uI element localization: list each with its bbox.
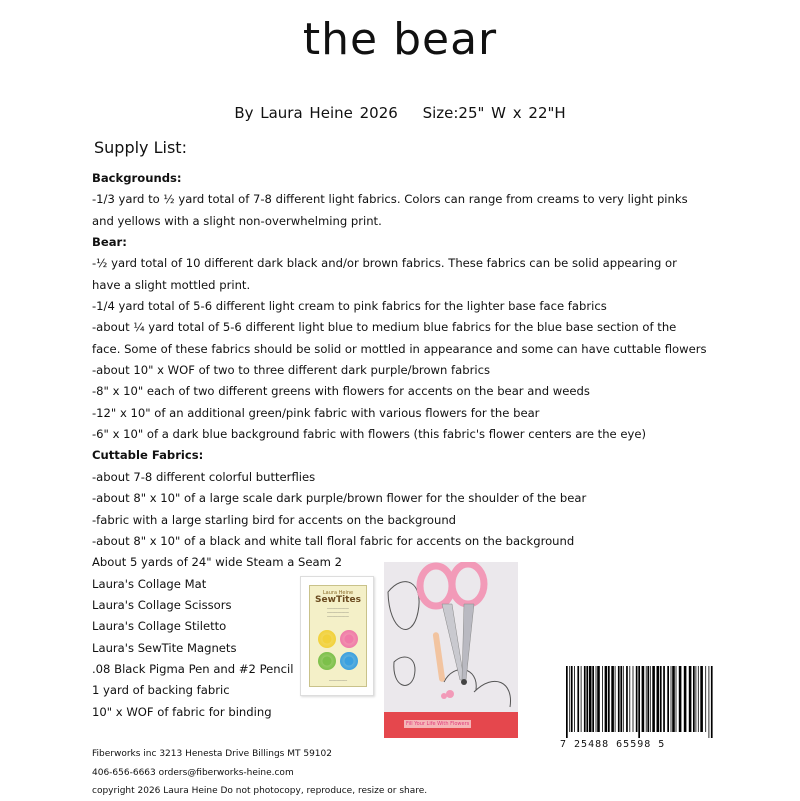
barcode-digits: 7 25488 65598 5 [560,739,666,750]
scissors-product-photo [384,562,518,738]
barcode-bar [660,666,662,732]
supply-list-line: have a slight mottled print. [92,277,251,292]
footer-copyright: copyright 2026 Laura Heine Do not photocopy, reproduce, resize or share. [92,786,428,796]
supply-list-line: -8" x 10" each of two different greens with flowers for accents on the bear and weeds [92,384,590,399]
barcode-bar [650,666,651,732]
barcode-bar [679,666,682,732]
flower-magnet-icon [318,652,336,670]
supply-list-line: -about 8" x 10" of a black and white tall floral fabric for accents on the background [92,533,575,548]
supply-list-line: -6" x 10" of a dark blue background fabric with flowers (this fabric's flower centers are the eye) [92,427,647,442]
barcode-bar [574,666,575,732]
quilt-size: Size:25" W x 22"H [422,104,566,122]
supply-list-line: 1 yard of backing fabric [92,683,230,698]
sewtites-description-lines: ──────────── ──────────── ──────────── [327,607,349,619]
flower-magnet-icon [318,630,336,648]
barcode-bar [689,666,692,732]
barcode-bar [596,666,597,732]
barcode-bar [569,666,570,732]
supply-list-line: -½ yard total of 10 different dark black and/or brown fabrics. These fabrics can be solid appearing or [92,256,677,271]
footer [92,745,427,801]
supply-list-line: -1/3 yard to ½ yard total of 7-8 different light fabrics. Colors can range from creams to very light pinks [92,192,688,207]
supply-list-line: -about 10" x WOF of two to three different dark purple/brown fabrics [92,363,491,378]
supply-list-line: About 5 yards of 24" wide Steam a Seam 2 [92,555,343,570]
barcode-bar [667,666,669,732]
supply-list-line: .08 Black Pigma Pen and #2 Pencil [92,661,294,676]
byline [0,104,800,122]
sewtites-product-photo [300,576,374,696]
sewtites-product-name: SewTites [315,595,361,605]
barcode-bar [676,666,677,732]
pattern-title: the bear [302,14,498,65]
barcode-bar [663,666,665,732]
supply-list-line: -about 8" x 10" of a large scale dark purple/brown flower for the shoulder of the bear [92,491,587,506]
barcode-bar [646,666,647,732]
supply-list-line: -12" x 10" of an additional green/pink fabric with various flowers for the bear [92,405,540,420]
barcode-bar [566,666,568,738]
barcode-bar [638,666,640,738]
barcode-bar [696,666,697,732]
barcode-bar [705,666,706,732]
barcode-bar [698,666,699,732]
supply-list-line: Laura's SewTite Magnets [92,640,237,655]
barcode-bar [615,666,616,732]
supply-list-line: face. Some of these fabrics should be solid or mottled in appearance and some can have cuttable flowers [92,341,707,356]
barcode-bar [592,666,594,732]
barcode-bar [633,666,634,732]
barcode-bar [586,666,588,732]
supply-list-line: 10" x WOF of fabric for binding [92,704,272,719]
supply-list-line: -about ¼ yard total of 5-6 different light blue to medium blue fabrics for the blue base section of the [92,320,677,335]
barcode-bar [605,666,608,732]
supply-section-heading: Bear: [92,235,127,250]
sewtites-card [309,585,367,687]
supply-list-heading: Supply List: [94,138,187,157]
barcode-bar [709,666,710,738]
barcode-bar [700,666,703,732]
barcode-bar [684,666,687,732]
barcode-bar [711,666,713,738]
barcode-bar [581,666,582,732]
barcode-bar [597,666,600,732]
barcode-bar [584,666,586,732]
supply-list-line: Laura's Collage Stiletto [92,619,227,634]
barcode-bar [657,666,660,732]
barcode-bar [602,666,603,732]
photo-caption: Fill Your Life With Flowers [406,721,470,727]
author-credit: By Laura Heine 2026 [234,104,398,122]
supply-list-line: Laura's Collage Scissors [92,597,232,612]
supply-list-line: -1/4 yard total of 5-6 different light cream to pink fabrics for the lighter base face fabrics [92,299,607,314]
supply-list-line: -fabric with a large starling bird for accents on the background [92,512,457,527]
barcode-bar [577,666,579,732]
barcode-bar [671,666,672,732]
barcode-bar [672,666,675,732]
supply-list-line: and yellows with a slight non-overwhelming print. [92,213,382,228]
barcode-bar [647,666,649,732]
barcode-bar [636,666,638,732]
barcode-bar [693,666,695,732]
supply-section-heading: Cuttable Fabrics: [92,448,204,463]
upc-barcode [566,666,714,738]
supply-list-line: Laura's Collage Mat [92,576,207,591]
flower-magnet-icon [340,652,358,670]
barcode-bar [589,666,592,732]
barcode-bar [652,666,655,732]
barcode-bar [620,666,622,732]
barcode-bar [611,666,614,732]
scissors-illustration [384,562,518,738]
supply-list-line: -about 7-8 different colorful butterflies [92,469,316,484]
supply-section-heading: Backgrounds: [92,171,182,185]
footer-address: Fiberworks inc 3213 Henesta Drive Billings MT 59102 [92,749,332,759]
barcode-bar [571,666,573,732]
sewtites-fine-print: ────────── [328,679,348,683]
barcode-bar [642,666,645,732]
barcode-bar [623,666,624,732]
footer-contact: 406-656-6663 orders@fiberworks-heine.com [92,767,294,778]
barcode-bar [629,666,630,732]
barcode-bar [626,666,628,732]
sewtites-brand: Laura Heine [322,590,354,596]
barcode-bar [618,666,620,732]
flower-magnet-icon [340,630,358,648]
barcode-bar [608,666,610,732]
